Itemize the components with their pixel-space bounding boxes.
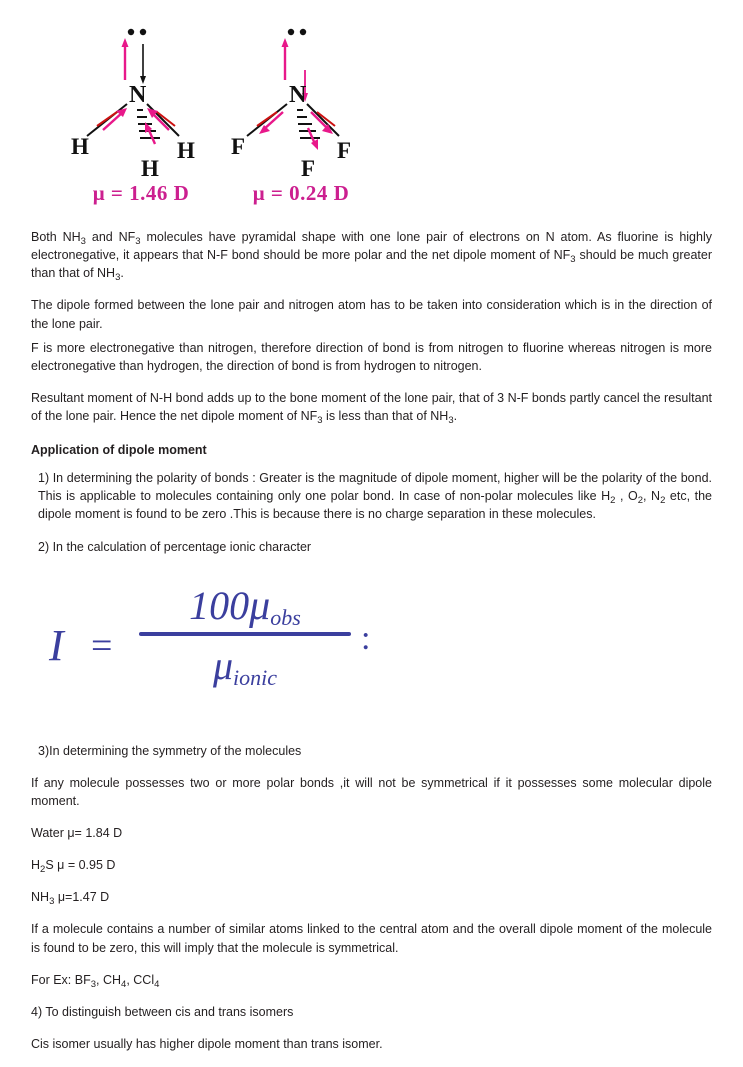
- nf3-dipole-caption: μ = 0.24 D: [252, 181, 350, 205]
- paragraph-resultant-moment: [31, 389, 712, 425]
- paragraph-application-3: 3)In determining the symmetry of the molecules: [38, 743, 302, 758]
- formula-mu: μ: [212, 642, 234, 688]
- text-fragment: molecules have pyramidal shape with one lone pair of electrons on N atom. As fluorine is highly electronegative, it appears that N-F bond should be more polar and the net dipole moment of NF: [31, 230, 712, 263]
- subscript: 3: [570, 254, 576, 266]
- formula-denominator: [139, 642, 351, 689]
- text-fragment: NH: [31, 890, 50, 905]
- subscript: 2: [40, 864, 46, 876]
- subscript: 3: [115, 272, 121, 284]
- formula-mu: μ: [249, 582, 271, 629]
- nh3-structure-icon: [51, 18, 231, 188]
- formula-number: 100: [189, 582, 250, 628]
- paragraph-symmetry: If any molecule possesses two or more polar bonds ,it will not be symmetrical if it possesses some molecular dipole moment.: [31, 775, 712, 808]
- section-heading-application: Application of dipole moment: [31, 443, 207, 458]
- subscript: 3: [90, 978, 97, 990]
- paragraph-nh3-dipole: [31, 888, 712, 906]
- text-fragment: For Ex: BF: [31, 972, 91, 987]
- formula-lhs: I: [49, 620, 64, 670]
- formula-numerator: [139, 582, 351, 630]
- paragraph-comparison: [31, 228, 712, 282]
- subscript: 3: [448, 415, 454, 426]
- text-fragment: , N: [643, 489, 661, 504]
- text-fragment: , CCl: [126, 972, 155, 987]
- paragraph-water-dipole: Water μ= 1.84 D: [31, 826, 123, 840]
- paragraph-application-2: 2) In the calculation of percentage ionic character: [38, 539, 312, 554]
- text-fragment: .: [453, 409, 458, 423]
- text-fragment: , O: [615, 489, 638, 504]
- svg-text:F: F: [231, 134, 246, 159]
- paragraph-application-1: [31, 469, 712, 523]
- svg-text:F: F: [337, 138, 352, 163]
- ionic-character-formula: [31, 572, 712, 732]
- paragraph-h2s-dipole: [31, 856, 712, 874]
- text-fragment: should be much greater than that of NH: [31, 248, 712, 281]
- text-fragment: Both NH: [31, 230, 81, 244]
- formula-subscript: ionic: [233, 664, 278, 690]
- text-fragment: H: [31, 858, 41, 873]
- text-fragment: etc, the dipole moment is found to be zero .This is because there is no charge separation in these molecules.: [38, 489, 712, 522]
- svg-text:H: H: [71, 134, 89, 159]
- subscript: 3: [317, 415, 323, 426]
- formula-equals: =: [91, 624, 113, 667]
- formula-trailing-colon: :: [361, 619, 371, 657]
- subscript: 2: [637, 495, 644, 507]
- subscript: 2: [610, 495, 616, 507]
- paragraph-zero-dipole: If a molecule contains a number of similar atoms linked to the central atom and the overall dipole moment of the molecule is found to be zero, this will imply that the molecule is symmetrical.: [31, 922, 712, 955]
- formula-fraction: [139, 582, 351, 689]
- text-fragment: is less than that of NH: [322, 409, 449, 423]
- formula-subscript: obs: [270, 604, 301, 630]
- paragraph-cis-trans: Cis isomer usually has higher dipole moment than trans isomer.: [31, 1036, 383, 1051]
- subscript: 3: [80, 236, 86, 247]
- text-fragment: , CH: [96, 972, 122, 987]
- molecule-figure: [31, 18, 712, 228]
- text-fragment: S μ = 0.95 D: [45, 858, 116, 873]
- paragraph-examples: [31, 971, 712, 989]
- paragraph-application-4: 4) To distinguish between cis and trans isomers: [31, 1004, 294, 1019]
- subscript: 3: [49, 896, 55, 908]
- subscript: 3: [135, 236, 141, 247]
- nh3-dipole-caption: μ = 1.46 D: [92, 181, 190, 205]
- svg-text:F: F: [301, 156, 316, 181]
- svg-text:H: H: [141, 156, 159, 181]
- subscript: 4: [121, 978, 127, 990]
- svg-text:N: N: [289, 82, 307, 108]
- text-fragment: μ=1.47 D: [54, 890, 110, 905]
- paragraph-electronegativity: F is more electronegative than nitrogen, therefore direction of bond is from nitrogen to fluorine whereas nitrogen is more electronegative than hydrogen, the direction of bond is from hydrogen to nitrogen.: [31, 340, 712, 373]
- text-fragment: 1) In determining the polarity of bonds : Greater is the magnitude of dipole moment, higher will be the polarity of the bond. This is applicable to molecules containing only one polar bond. In case of non-polar molecules like H: [38, 471, 712, 504]
- subscript: 4: [154, 978, 160, 990]
- text-fragment: .: [120, 266, 124, 281]
- subscript: 2: [660, 495, 666, 507]
- text-fragment: Resultant moment of N-H bond adds up to the bone moment of the lone pair, that of 3 N-F bonds partly cancel the resultant of the lone pair. Hence the net dipole moment of NF: [31, 390, 712, 423]
- nf3-structure-icon: [211, 18, 391, 188]
- text-fragment: and NF: [85, 230, 136, 244]
- paragraph-lone-pair-dipole: The dipole formed between the lone pair and nitrogen atom has to be taken into consideration which is in the direction of the lone pair.: [31, 298, 712, 331]
- svg-text:N: N: [129, 82, 147, 108]
- svg-text:H: H: [177, 138, 195, 163]
- molecule-nf3: [211, 18, 391, 218]
- formula-fraction-bar: [139, 632, 351, 636]
- document-content: [31, 0, 712, 1067]
- molecule-nh3: [51, 18, 231, 218]
